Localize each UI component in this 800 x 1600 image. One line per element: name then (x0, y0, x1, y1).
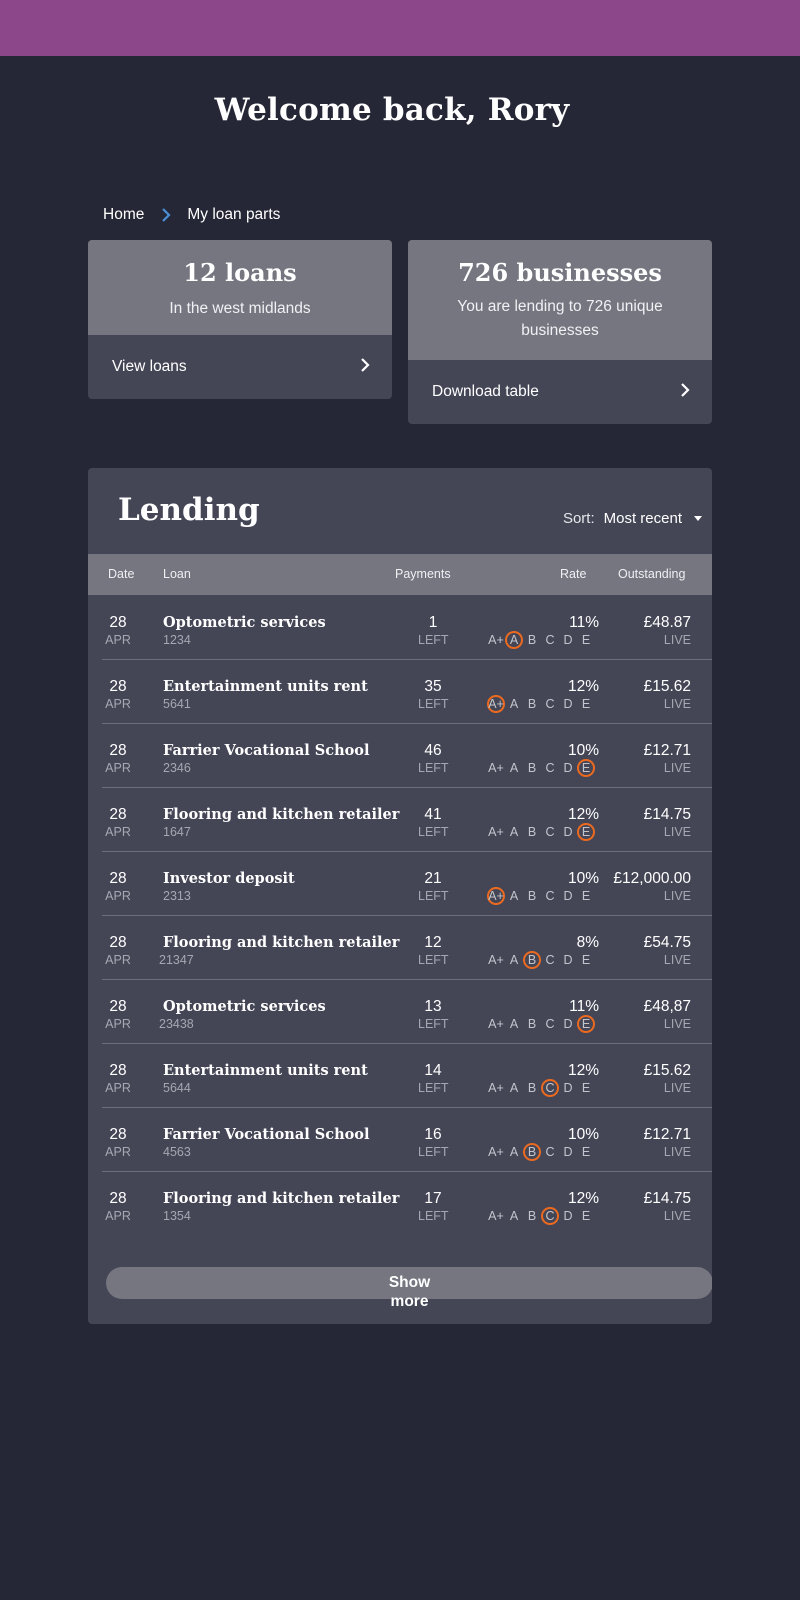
row-payments-left-label: LEFT (418, 825, 449, 839)
card-title: 726 businesses (458, 258, 662, 287)
row-payments-count: 16 (424, 1126, 442, 1143)
risk-grade: A+ (488, 761, 504, 775)
row-status: LIVE (663, 889, 691, 903)
row-date-month: APR (105, 697, 131, 711)
chevron-right-icon (154, 205, 178, 225)
row-payments-left-label: LEFT (418, 1209, 449, 1223)
row-payments-count: 13 (424, 998, 442, 1015)
row-rate: 12% (567, 678, 599, 695)
row-date-day: 28 (109, 806, 127, 823)
row-status: LIVE (663, 1081, 691, 1095)
row-date-month: APR (105, 1145, 131, 1159)
risk-grade: C (545, 697, 555, 711)
row-payments-left-label: LEFT (418, 761, 449, 775)
row-outstanding-amount: £12.71 (643, 742, 691, 759)
row-loan-id: 4563 (163, 1145, 191, 1159)
row-loan-name: Flooring and kitchen retailer (163, 806, 400, 823)
row-date-month: APR (105, 1017, 131, 1031)
card-subtitle: You are lending to 726 unique businesses (457, 298, 663, 339)
row-payments-left-label: LEFT (418, 697, 449, 711)
caret-down-icon (694, 516, 702, 521)
row-loan-name: Optometric services (163, 998, 326, 1015)
row-rate: 10% (567, 742, 599, 759)
row-loan-id: 23438 (159, 1017, 194, 1031)
row-rate: 11% (569, 998, 599, 1015)
risk-grade: D (563, 633, 573, 647)
loans-summary-card (88, 240, 392, 399)
row-rate: 11% (569, 614, 599, 631)
risk-grade: D (563, 1017, 573, 1031)
risk-grade: E (581, 1209, 591, 1223)
row-status: LIVE (663, 697, 691, 711)
row-payments-count: 35 (424, 678, 442, 695)
row-status: LIVE (663, 633, 691, 647)
risk-grade: A+ (488, 825, 504, 839)
risk-grade-scale (487, 759, 595, 777)
risk-grade: C (545, 825, 555, 839)
row-payments-left-label: LEFT (418, 1145, 449, 1159)
risk-grade: A+ (488, 1145, 504, 1159)
row-date-month: APR (105, 825, 131, 839)
risk-grade: A (509, 697, 519, 711)
risk-grade: C (545, 1145, 555, 1159)
row-loan-name: Entertainment units rent (163, 1062, 368, 1079)
risk-grade: C (545, 1017, 555, 1031)
row-date-day: 28 (109, 934, 127, 951)
row-date-day: 28 (109, 1062, 127, 1079)
row-outstanding-amount: £15.62 (643, 678, 691, 695)
risk-grade: B (527, 633, 537, 647)
risk-grade: D (563, 953, 573, 967)
row-status: LIVE (663, 761, 691, 775)
row-date-month: APR (105, 889, 131, 903)
row-date-day: 28 (109, 1190, 127, 1207)
breadcrumb (103, 205, 280, 225)
risk-grade: A+ (488, 1017, 504, 1031)
row-payments-left-label: LEFT (418, 889, 449, 903)
risk-grade: A (509, 825, 519, 839)
risk-grade-scale (487, 1079, 595, 1097)
risk-grade-scale (487, 823, 595, 841)
column-header-date: Date (108, 567, 135, 581)
table-row[interactable] (102, 1044, 712, 1108)
table-row[interactable] (102, 1172, 712, 1236)
row-outstanding-amount: £14.75 (643, 1190, 691, 1207)
table-row[interactable] (102, 1108, 712, 1172)
risk-grade-scale (487, 631, 595, 649)
row-date-month: APR (105, 1081, 131, 1095)
row-status: LIVE (663, 825, 691, 839)
row-loan-name: Farrier Vocational School (163, 742, 370, 759)
risk-grade: B (527, 1209, 537, 1223)
risk-grade-scale (487, 1015, 595, 1033)
sort-value: Most recent (603, 510, 682, 527)
column-header-loan: Loan (163, 567, 191, 581)
breadcrumb-home-link[interactable]: Home (103, 206, 145, 223)
risk-grade-selected: C (541, 1079, 559, 1097)
sort-label: Sort: (562, 510, 595, 527)
row-payments-count: 41 (424, 806, 442, 823)
row-payments-count: 21 (424, 870, 442, 887)
row-outstanding-amount: £12.71 (643, 1126, 691, 1143)
row-payments-count: 1 (428, 614, 438, 631)
card-header (408, 240, 712, 360)
risk-grade: D (563, 761, 573, 775)
row-payments-left-label: LEFT (418, 1017, 449, 1031)
risk-grade: A (509, 953, 519, 967)
row-outstanding-amount: £54.75 (643, 934, 691, 951)
row-rate: 12% (567, 806, 599, 823)
row-rate: 10% (567, 870, 599, 887)
table-header (88, 554, 712, 595)
row-loan-name: Entertainment units rent (163, 678, 368, 695)
risk-grade: C (545, 761, 555, 775)
download-table-link[interactable] (408, 360, 712, 424)
row-status: LIVE (663, 1145, 691, 1159)
risk-grade: A (509, 1145, 519, 1159)
row-date-day: 28 (109, 742, 127, 759)
row-loan-name: Farrier Vocational School (163, 1126, 370, 1143)
table-row[interactable] (102, 596, 712, 660)
row-loan-name: Optometric services (163, 614, 326, 631)
row-payments-left-label: LEFT (418, 1081, 449, 1095)
risk-grade: A+ (488, 633, 504, 647)
row-loan-id: 1354 (163, 1209, 191, 1223)
row-loan-id: 5644 (163, 1081, 191, 1095)
risk-grade-scale (487, 951, 595, 969)
risk-grade: D (563, 697, 573, 711)
row-date-month: APR (105, 633, 131, 647)
risk-grade: A (509, 1209, 519, 1223)
row-loan-name: Flooring and kitchen retailer (163, 934, 400, 951)
risk-grade: D (563, 1081, 573, 1095)
row-status: LIVE (663, 1017, 691, 1031)
card-header (88, 240, 392, 335)
risk-grade: B (527, 889, 537, 903)
column-header-rate: Rate (560, 567, 587, 581)
risk-grade-selected: C (541, 1207, 559, 1225)
row-loan-id: 1647 (163, 825, 191, 839)
risk-grade: E (581, 1081, 591, 1095)
risk-grade-selected: E (577, 1015, 595, 1033)
risk-grade: E (581, 697, 591, 711)
risk-grade: E (581, 953, 591, 967)
row-loan-id: 5641 (163, 697, 191, 711)
table-row[interactable] (102, 852, 712, 916)
row-payments-count: 12 (424, 934, 442, 951)
risk-grade: D (563, 1145, 573, 1159)
risk-grade: D (563, 825, 573, 839)
row-payments-count: 17 (424, 1190, 442, 1207)
row-rate: 12% (567, 1190, 599, 1207)
risk-grade: A (509, 1081, 519, 1095)
table-row[interactable] (102, 980, 712, 1044)
risk-grade-selected: E (577, 823, 595, 841)
risk-grade-selected: B (523, 951, 541, 969)
row-rate: 8% (576, 934, 599, 951)
page-title: Welcome back, Rory (214, 92, 570, 128)
show-more-label: Show more (388, 1274, 431, 1310)
row-date-month: APR (105, 1209, 131, 1223)
risk-grade: E (581, 633, 591, 647)
risk-grade: B (527, 697, 537, 711)
risk-grade: D (563, 889, 573, 903)
risk-grade: B (527, 825, 537, 839)
row-date-day: 28 (109, 998, 127, 1015)
sort-dropdown[interactable] (563, 510, 702, 527)
risk-grade-selected: A+ (488, 889, 504, 903)
row-payments-left-label: LEFT (418, 953, 449, 967)
risk-grade: B (527, 1017, 537, 1031)
table-row[interactable] (102, 916, 712, 980)
row-status: LIVE (663, 1209, 691, 1223)
risk-grade-selected: E (577, 759, 595, 777)
risk-grade: A (509, 889, 519, 903)
risk-grade-scale (487, 1143, 595, 1161)
row-outstanding-amount: £48.87 (643, 614, 691, 631)
risk-grade: A+ (488, 1081, 504, 1095)
row-loan-id: 2346 (163, 761, 191, 775)
risk-grade: C (545, 889, 555, 903)
risk-grade: A+ (488, 953, 504, 967)
risk-grade: A+ (488, 1209, 504, 1223)
row-loan-name: Investor deposit (163, 870, 295, 887)
risk-grade-scale (487, 887, 595, 905)
risk-grade-scale (487, 695, 595, 713)
risk-grade-selected: B (523, 1143, 541, 1161)
row-outstanding-amount: £12,000.00 (613, 870, 691, 887)
risk-grade-selected: A+ (488, 697, 504, 711)
row-date-day: 28 (109, 614, 127, 631)
lending-title: Lending (118, 492, 260, 528)
row-outstanding-amount: £15.62 (643, 1062, 691, 1079)
loan-table-body (88, 596, 712, 1236)
businesses-summary-card (408, 240, 712, 424)
column-header-payments: Payments (395, 567, 451, 581)
table-row[interactable] (102, 660, 712, 724)
row-payments-left-label: LEFT (418, 633, 449, 647)
table-row[interactable] (102, 724, 712, 788)
row-payments-count: 14 (424, 1062, 442, 1079)
risk-grade-selected: A (505, 631, 523, 649)
risk-grade: C (545, 953, 555, 967)
risk-grade: C (545, 633, 555, 647)
risk-grade: A (509, 1017, 519, 1031)
row-rate: 12% (567, 1062, 599, 1079)
risk-grade: B (527, 1081, 537, 1095)
row-outstanding-amount: £48,87 (643, 998, 691, 1015)
column-header-outstanding: Outstanding (618, 567, 686, 581)
card-action-label: Download table (432, 383, 539, 400)
row-date-month: APR (105, 761, 131, 775)
risk-grade: A (509, 761, 519, 775)
card-title: 12 loans (183, 258, 297, 287)
card-action-label: View loans (112, 358, 187, 375)
row-status: LIVE (663, 953, 691, 967)
show-more-button[interactable] (106, 1267, 712, 1310)
lending-panel (88, 468, 712, 1324)
row-date-day: 28 (109, 1126, 127, 1143)
risk-grade: E (581, 889, 591, 903)
view-loans-link[interactable] (88, 335, 392, 399)
row-payments-count: 46 (424, 742, 442, 759)
top-bar (0, 0, 800, 56)
risk-grade-scale (487, 1207, 595, 1225)
risk-grade: B (527, 761, 537, 775)
row-date-day: 28 (109, 870, 127, 887)
row-loan-id: 21347 (159, 953, 194, 967)
chevron-right-icon (680, 383, 690, 402)
risk-grade: D (563, 1209, 573, 1223)
row-loan-id: 2313 (163, 889, 191, 903)
row-date-month: APR (105, 953, 131, 967)
breadcrumb-current: My loan parts (187, 206, 281, 223)
row-rate: 10% (567, 1126, 599, 1143)
row-loan-id: 1234 (163, 633, 191, 647)
row-date-day: 28 (109, 678, 127, 695)
row-loan-name: Flooring and kitchen retailer (163, 1190, 400, 1207)
table-row[interactable] (102, 788, 712, 852)
risk-grade: E (581, 1145, 591, 1159)
chevron-right-icon (360, 358, 370, 377)
card-subtitle: In the west midlands (169, 300, 311, 317)
row-outstanding-amount: £14.75 (643, 806, 691, 823)
